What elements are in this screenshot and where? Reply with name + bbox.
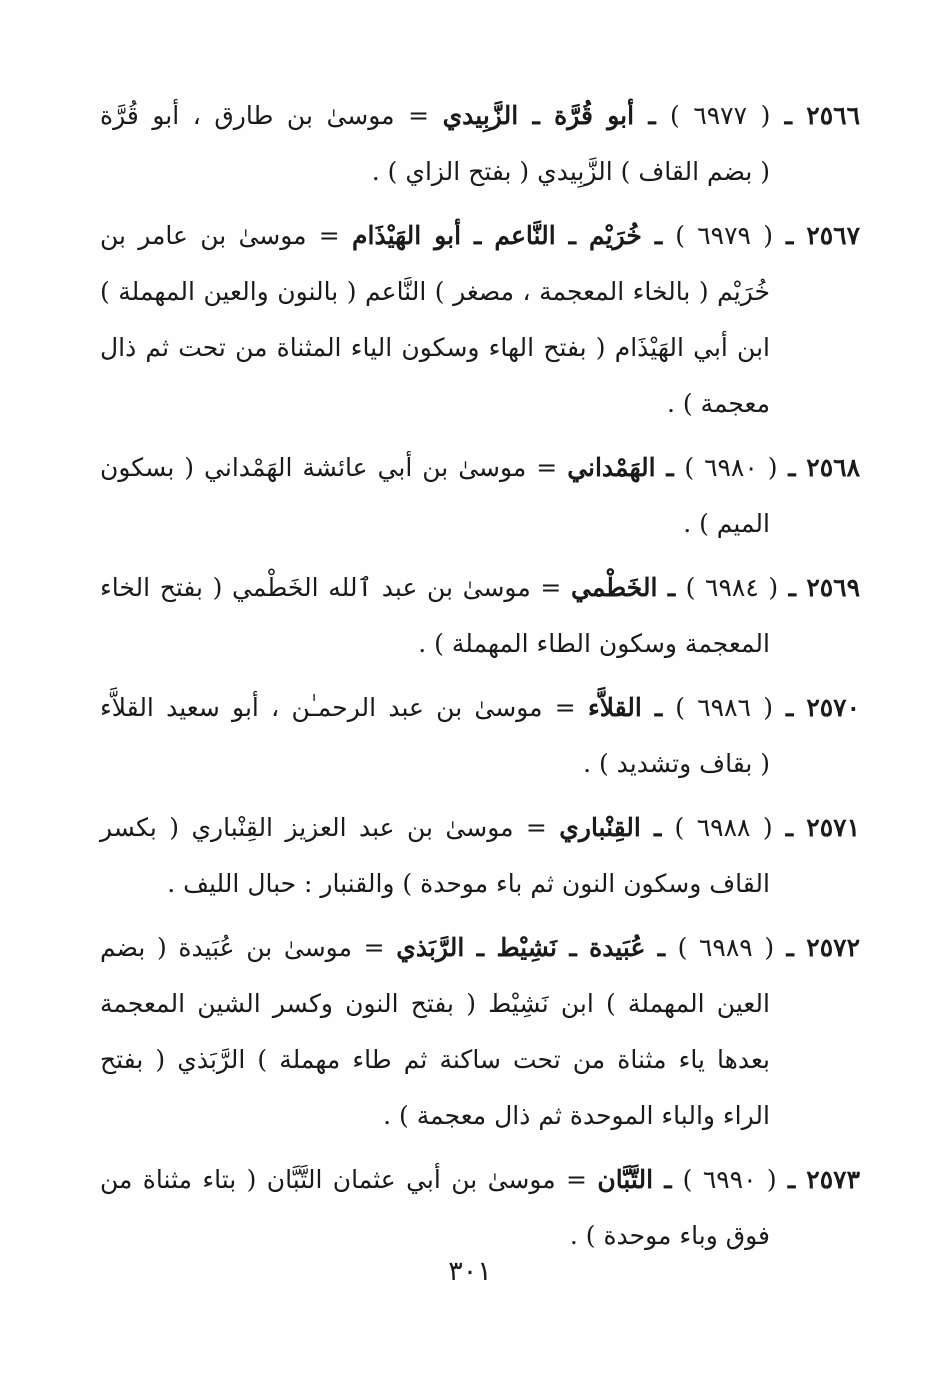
entry-continuation: فوق وباء موحدة ) . — [569, 1221, 770, 1250]
entry-names: القِنْباري — [559, 813, 641, 842]
entry-list — [100, 88, 860, 1272]
entry-first-line — [100, 88, 860, 144]
entry-first-line — [100, 208, 860, 264]
entry — [100, 800, 860, 912]
entry-first-line-text: = موسىٰ بن أبي عائشة الهَمْداني ( بسكون — [100, 453, 558, 482]
entry — [100, 560, 860, 672]
entry-number: ٢٥٧١ — [806, 813, 861, 842]
separator-dash: ـ — [772, 693, 807, 722]
entry-names: عُبَيدة ـ نَشِيْط ـ الرَّبَذي — [396, 933, 646, 962]
entry-number: ٢٥٦٧ — [806, 221, 861, 250]
entry-number: ٢٥٦٨ — [806, 453, 860, 482]
separator-dash: ـ — [772, 813, 807, 842]
separator-dash: ـ — [770, 101, 807, 130]
separator-dash: ـ — [776, 1165, 807, 1194]
entry-first-line-text: = موسىٰ بن عبد العزيز القِنْباري ( بكسر — [100, 813, 547, 842]
entry — [100, 920, 860, 1144]
entry-first-line — [100, 1152, 860, 1208]
entry-first-line — [100, 560, 860, 616]
separator-dash: ـ — [772, 221, 807, 250]
entry-first-line — [100, 920, 860, 976]
entry-continuation: المعجمة وسكون الطاء المهملة ) . — [418, 629, 770, 658]
entry-reference: ( ٦٩٧٧ ) — [670, 101, 771, 130]
entry-names: أبو قُرَّة ـ الزَّبِيدي — [442, 101, 635, 130]
entry-first-line-text: = موسىٰ بن عامر بن — [100, 221, 340, 250]
entry-reference: ( ٦٩٩٠ ) — [682, 1165, 777, 1194]
separator-dash: ـ — [777, 453, 807, 482]
entry-first-line-text: = موسىٰ بن عُبَيدة ( بضم — [100, 933, 385, 962]
entry-reference: ( ٦٩٨٠ ) — [684, 453, 778, 482]
separator-dash: ـ — [634, 101, 671, 130]
entry-continuation: ( بقاف وتشديد ) . — [583, 749, 770, 778]
entry-reference: ( ٦٩٨٤ ) — [685, 573, 779, 602]
entry-first-line-text: = موسىٰ بن عبد ٱلله الخَطْمي ( بفتح الخاء — [100, 573, 562, 602]
entry-first-line-text: = موسىٰ بن عبد الرحمـٰن ، أبو سعيد القلاَّء — [100, 693, 576, 722]
entry-reference: ( ٦٩٨٦ ) — [675, 693, 773, 722]
entry — [100, 88, 860, 200]
entry-reference: ( ٦٩٨٩ ) — [677, 933, 775, 962]
entry-names: التَّبَّان — [597, 1165, 654, 1194]
entry-reference: ( ٦٩٧٩ ) — [675, 221, 773, 250]
separator-dash: ـ — [641, 693, 676, 722]
entry-number: ٢٥٦٦ — [806, 101, 861, 130]
entry-number: ٢٥٦٩ — [806, 573, 861, 602]
separator-dash: ـ — [774, 933, 807, 962]
entry-names: القلاَّء — [587, 693, 642, 722]
entry-names: خُرَيْم ـ النَّاعم ـ أبو الهَيْذَام — [352, 221, 642, 250]
separator-dash: ـ — [655, 453, 685, 482]
entry-continuation: الميم ) . — [683, 509, 770, 538]
entry — [100, 208, 860, 432]
entry-names: الهَمْداني — [567, 453, 656, 482]
entry — [100, 680, 860, 792]
separator-dash: ـ — [640, 813, 675, 842]
entry-number: ٢٥٧٠ — [806, 693, 861, 722]
entry-first-line-text: = موسىٰ بن طارق ، أبو قُرَّة — [100, 101, 430, 130]
separator-dash: ـ — [645, 933, 678, 962]
separator-dash: ـ — [778, 573, 807, 602]
entry-number: ٢٥٧٣ — [806, 1165, 861, 1194]
separator-dash: ـ — [657, 573, 686, 602]
entry-continuation: ( بضم القاف ) الزَّبِيدي ( بفتح الزاي ) . — [371, 157, 770, 186]
entry — [100, 1152, 860, 1264]
entry-first-line-text: = موسىٰ بن أبي عثمان التَّبَّان ( بتاء مثناة من — [100, 1165, 588, 1194]
separator-dash: ـ — [653, 1165, 683, 1194]
entry-number: ٢٥٧٢ — [806, 933, 861, 962]
entry-reference: ( ٦٩٨٨ ) — [674, 813, 773, 842]
entry-first-line — [100, 440, 860, 496]
entry-continuation: القاف وسكون النون ثم باء موحدة ) والقنبار : حبال الليف . — [167, 869, 770, 898]
entry-first-line — [100, 800, 860, 856]
entry-names: الخَطْمي — [571, 573, 658, 602]
entry-continuation: العين المهملة ) ابن نَشِيْط ( بفتح النون وكسر الشين المعجمة بعدها ياء مثناة من تحت ساكنة ثم طاء مهملة ) الرَّبَذي ( بفتح الراء والباء الموحدة ثم ذال معجمة ) . — [100, 989, 770, 1130]
separator-dash: ـ — [641, 221, 676, 250]
entry — [100, 440, 860, 552]
page-number: ٣٠١ — [448, 1256, 492, 1287]
entry-continuation: خُرَيْم ( بالخاء المعجمة ، مصغر ) النَّاعم ( بالنون والعين المهملة ) ابن أبي الهَيْذَام ( بفتح الهاء وسكون الياء المثناة من تحت ثم ذال معجمة ) . — [100, 277, 770, 418]
entry-first-line — [100, 680, 860, 736]
